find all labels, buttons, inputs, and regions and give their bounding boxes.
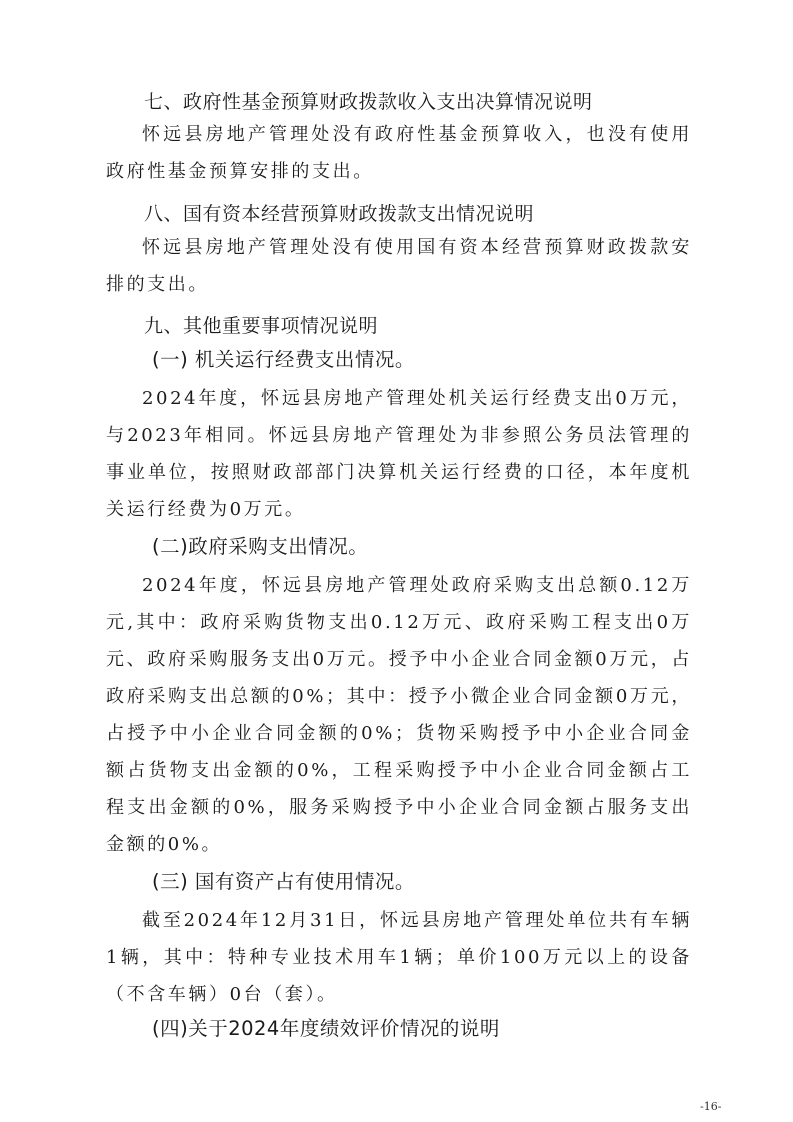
section-9-4-heading: (四)关于2024年度绩效评价情况的说明: [152, 1017, 500, 1040]
section-9-3-heading: (三) 国有资产占有使用情况。: [152, 870, 415, 893]
section-9-1-body: 2024年度，怀远县房地产管理处机关运行经费支出0万元，与2023年相同。怀远县房地产管理处为非参照公务员法管理的事业单位，按照财政部部门决算机关运行经费的口径，本年度机关运行经费为0万元。: [106, 388, 692, 520]
page-number: -16-: [700, 1100, 722, 1113]
section-7-body: 怀远县房地产管理处没有政府性基金预算收入，也没有使用政府性基金预算安排的支出。: [106, 124, 692, 182]
section-7-heading: 七、政府性基金预算财政拨款收入支出决算情况说明: [144, 91, 593, 113]
section-9-heading: 九、其他重要事项情况说明: [144, 315, 379, 337]
section-9-3-body: 截至2024年12月31日，怀远县房地产管理处单位共有车辆1辆，其中：特种专业技术用车1辆；单价100万元以上的设备（不含车辆）0台（套）。: [106, 910, 692, 1005]
section-8-body: 怀远县房地产管理处没有使用国有资本经营预算财政拨款安排的支出。: [106, 237, 692, 295]
section-9-2-body: 2024年度，怀远县房地产管理处政府采购支出总额0.12万元,其中：政府采购货物支出0.12万元、政府采购工程支出0万元、政府采购服务支出0万元。授予中小企业合同金额0万元，占政府采购支出总额的0%；其中：授予小微企业合同金额0万元， 占授予中小企业合同金额的0%；货物采购授予中小企业合同金额占货物支出金额的0%，工程采购授予中小企业合同金额占工程支出金额的0%，服务采购授予中小企业合同金额占服务支出金额的0%。: [106, 575, 692, 855]
section-9-2-heading: (二)政府采购支出情况。: [152, 535, 369, 558]
section-9-1-heading: (一) 机关运行经费支出情况。: [152, 348, 415, 371]
section-8-heading: 八、国有资本经营预算财政拨款支出情况说明: [144, 203, 535, 225]
